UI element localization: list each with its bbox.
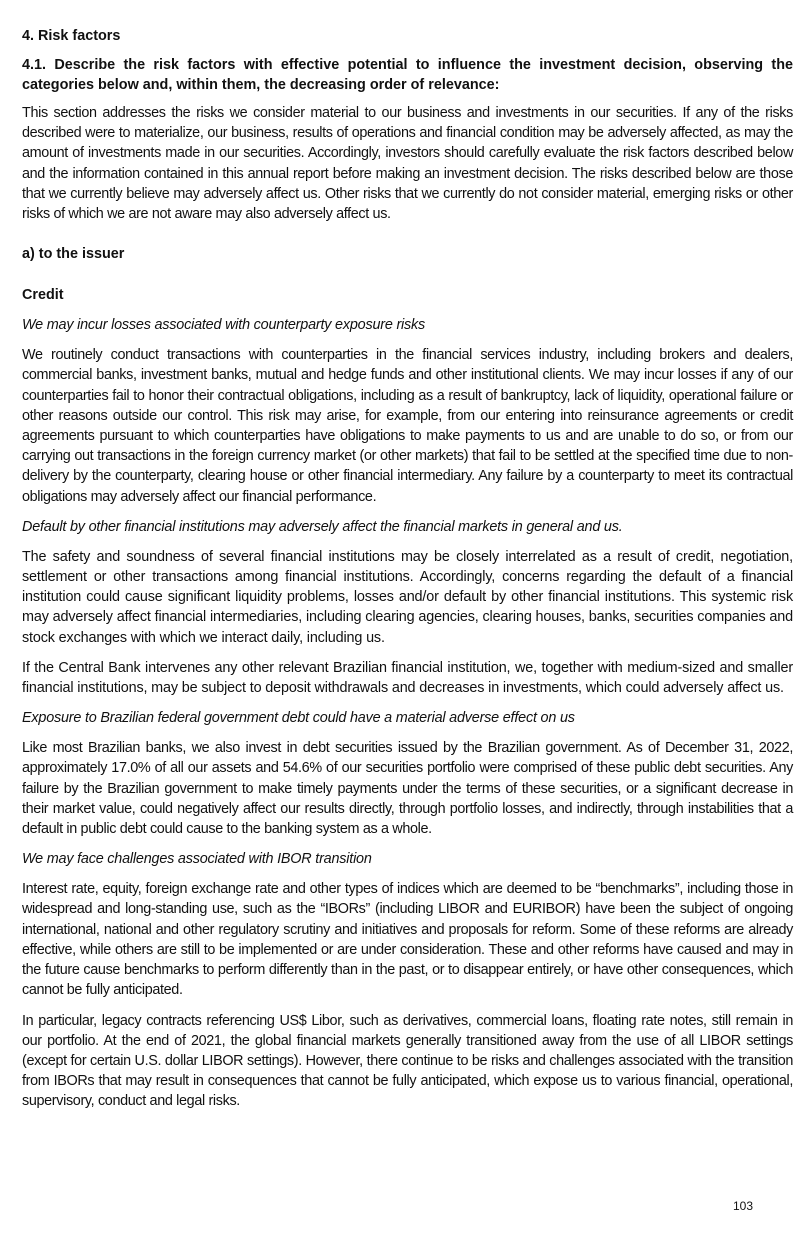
page-number: 103 [733, 1199, 754, 1213]
section-question: 4.1. Describe the risk factors with effective potential to influence the investment decision, observing the categories below and, within them, the decreasing order of relevance: [22, 57, 793, 93]
category-heading: Credit [22, 287, 64, 304]
risk-paragraph: We routinely conduct transactions with counterparties in the financial services industry, including brokers and dealers, commercial banks, investment banks, mutual and hedge funds and other institutional clients. We may incur losses if any of our counterparties fail to honor their contractual obligations, including as a result of bankruptcy, lack of liquidity, operational failure or other reasons outside our control. This risk may arise, for example, from our entering into reinsurance agreements or credit agreements pursuant to which counterparties have obligations to make payments to us and are unable to do so, or from our carrying out transactions in the foreign currency market (or other markets) that fail to be settled at the specified time due to non-delivery by the counterparty, clearing house or other financial intermediary. Any failure by a counterparty to meet its contractual obligations may adversely affect our financial performance. [22, 347, 793, 505]
risk-title: Default by other financial institutions may adversely affect the financial markets in general and us. [22, 518, 623, 535]
risk-title: We may incur losses associated with counterparty exposure risks [22, 317, 426, 334]
document-page [22, 26, 793, 1122]
risk-paragraph: The safety and soundness of several financial institutions may be closely interrelated as a result of credit, negotiation, settlement or other transactions among financial institutions. Accordingly, concerns regarding the default of a financial institution could cause significant liquidity problems, losses and/or default by other financial institutions. This systemic risk may adversely affect financial intermediaries, including clearing agencies, clearing houses, banks, securities companies and stock exchanges with which we interact daily, including us. [22, 548, 793, 646]
risk-title: Exposure to Brazilian federal government debt could have a material adverse effect on us [22, 710, 575, 727]
risk-paragraph: Like most Brazilian banks, we also invest in debt securities issued by the Brazilian government. As of December 31, 2022, approximately 17.0% of all our assets and 54.6% of our securities portfolio were comprised of these public debt securities. Any failure by the Brazilian government to make timely payments under the terms of these securities, or a significant decrease in their market value, could negatively affect our results directly, through portfolio losses, and indirectly, through instabilities that a default in public debt could cause to the banking system as a whole. [22, 740, 793, 838]
risk-paragraph: In particular, legacy contracts referencing US$ Libor, such as derivatives, commercial loans, floating rate notes, still remain in our portfolio. At the end of 2021, the global financial markets generally transitioned away from the use of all LIBOR settings (except for certain U.S. dollar LIBOR settings). However, there continue to be risks and challenges associated with the transition from IBORs that may result in consequences that cannot be fully anticipated, which expose us to various financial, operational, supervisory, conduct and legal risks. [22, 1012, 793, 1110]
risk-paragraph: If the Central Bank intervenes any other relevant Brazilian financial institution, we, together with medium-sized and smaller financial institutions, may be subject to deposit withdrawals and decreases in investments, which could adversely affect us. [22, 659, 793, 697]
section-title: 4. Risk factors [22, 28, 121, 44]
intro-paragraph: This section addresses the risks we consider material to our business and investments in our securities. If any of the risks described were to materialize, our business, results of operations and financial condition may be adversely affected, as may the amount of investments made in our securities. Accordingly, investors should carefully evaluate the risk factors described below and the information contained in this annual report before making an investment decision. The risks described below are those that we currently believe may adversely affect us. Other risks that we currently do not consider material, emerging risks or other risks of which we are not aware may also adversely affect us. [22, 105, 793, 223]
risk-title: We may face challenges associated with IBOR transition [22, 851, 372, 868]
risk-paragraph: Interest rate, equity, foreign exchange rate and other types of indices which are deemed to be “benchmarks”, including those in widespread and long-standing use, such as the “IBORs” (including LIBOR and EURIBOR) have been the subject of ongoing international, national and other regulatory scrutiny and initiatives and proposals for reform. Some of these reforms are already effective, while others are still to be implemented or are under consideration. These and other reforms have caused and may in the future cause benchmarks to perform differently than in the past, or to disappear entirely, or have other consequences, which cannot be fully anticipated. [22, 881, 793, 999]
subsection-heading: a) to the issuer [22, 246, 125, 263]
